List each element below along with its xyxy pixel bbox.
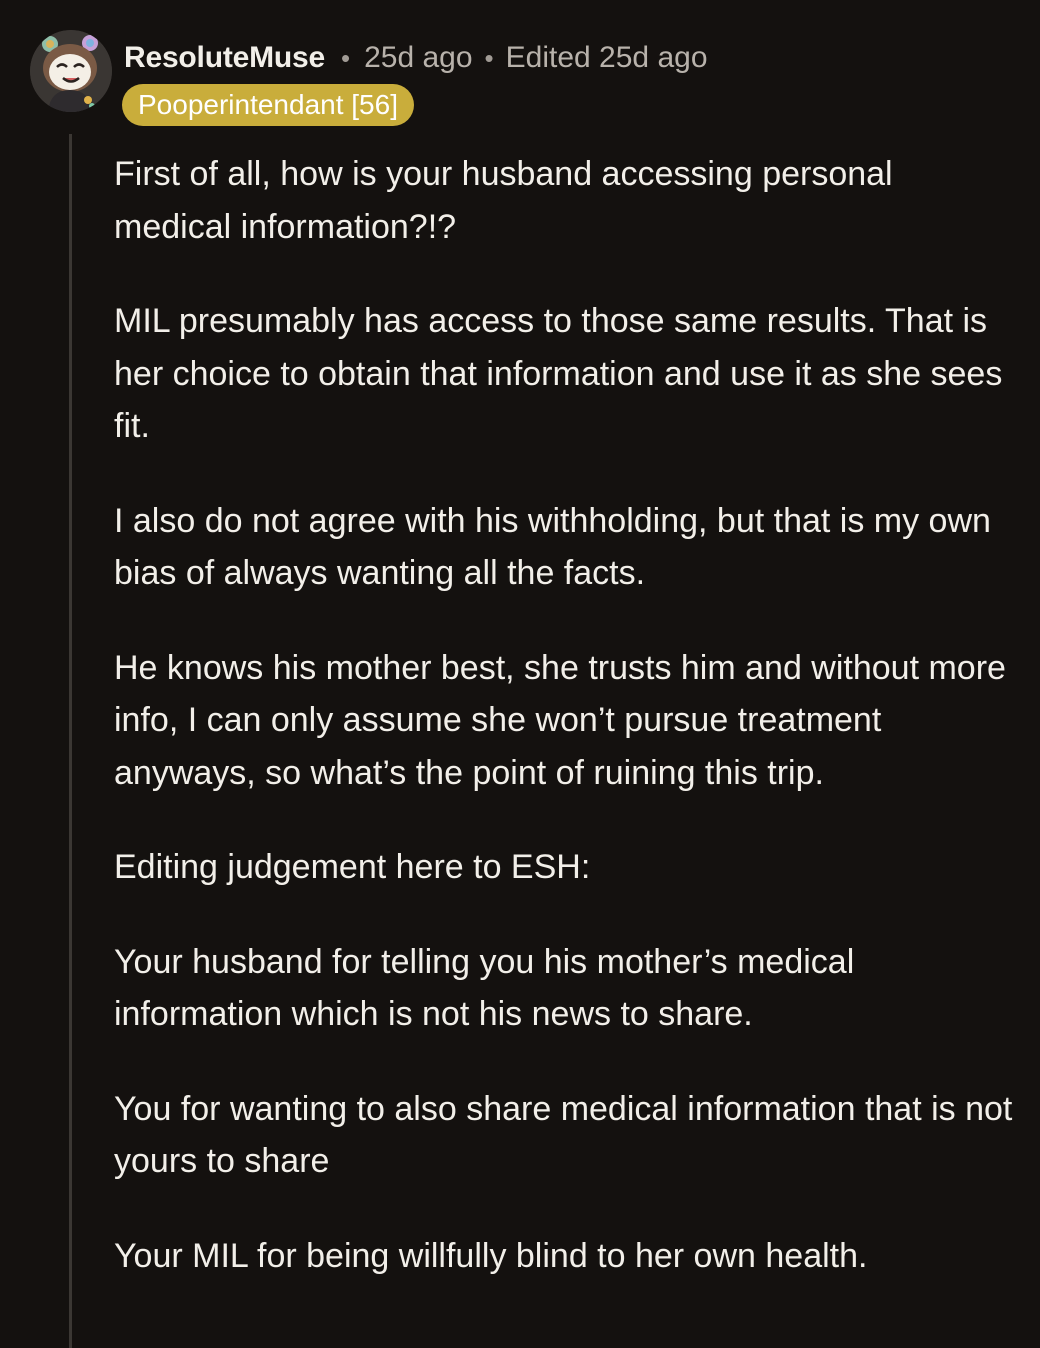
avatar[interactable] — [30, 30, 112, 112]
user-flair: Pooperintendant [56] — [122, 84, 414, 126]
comment-paragraph: He knows his mother best, she trusts him and without more info, I can only assume she won’t pursue treatment anyways, so what’s the point of ruining this trip. — [114, 648, 1006, 792]
comment-paragraph: I also do not agree with his withholding, but that is my own bias of always wanting all the facts. — [114, 501, 991, 592]
meta-separator: • — [340, 42, 351, 73]
comment-paragraph: Your husband for telling you his mother’s medical information which is not his news to share. — [114, 942, 855, 1033]
comment-body — [114, 148, 1014, 1324]
posted-timestamp[interactable]: 25d ago — [364, 41, 473, 74]
thread-line[interactable] — [69, 134, 72, 1348]
comment-paragraph: You for wanting to also share medical information that is not yours to share — [114, 1089, 1013, 1180]
edited-timestamp: Edited 25d ago — [505, 41, 708, 74]
comment-paragraph: MIL presumably has access to those same results. That is her choice to obtain that information and use it as she sees fit. — [114, 302, 1003, 445]
comment-paragraph: First of all, how is your husband accessing personal medical information?!? — [114, 155, 893, 246]
meta-separator: • — [484, 42, 494, 73]
snoo-avatar-icon — [30, 30, 112, 112]
comment-header — [124, 38, 708, 78]
author-username[interactable]: ResoluteMuse — [124, 41, 325, 74]
comment-paragraph: Editing judgement here to ESH: — [114, 848, 591, 886]
comment-paragraph: Your MIL for being willfully blind to her own health. — [114, 1236, 868, 1275]
